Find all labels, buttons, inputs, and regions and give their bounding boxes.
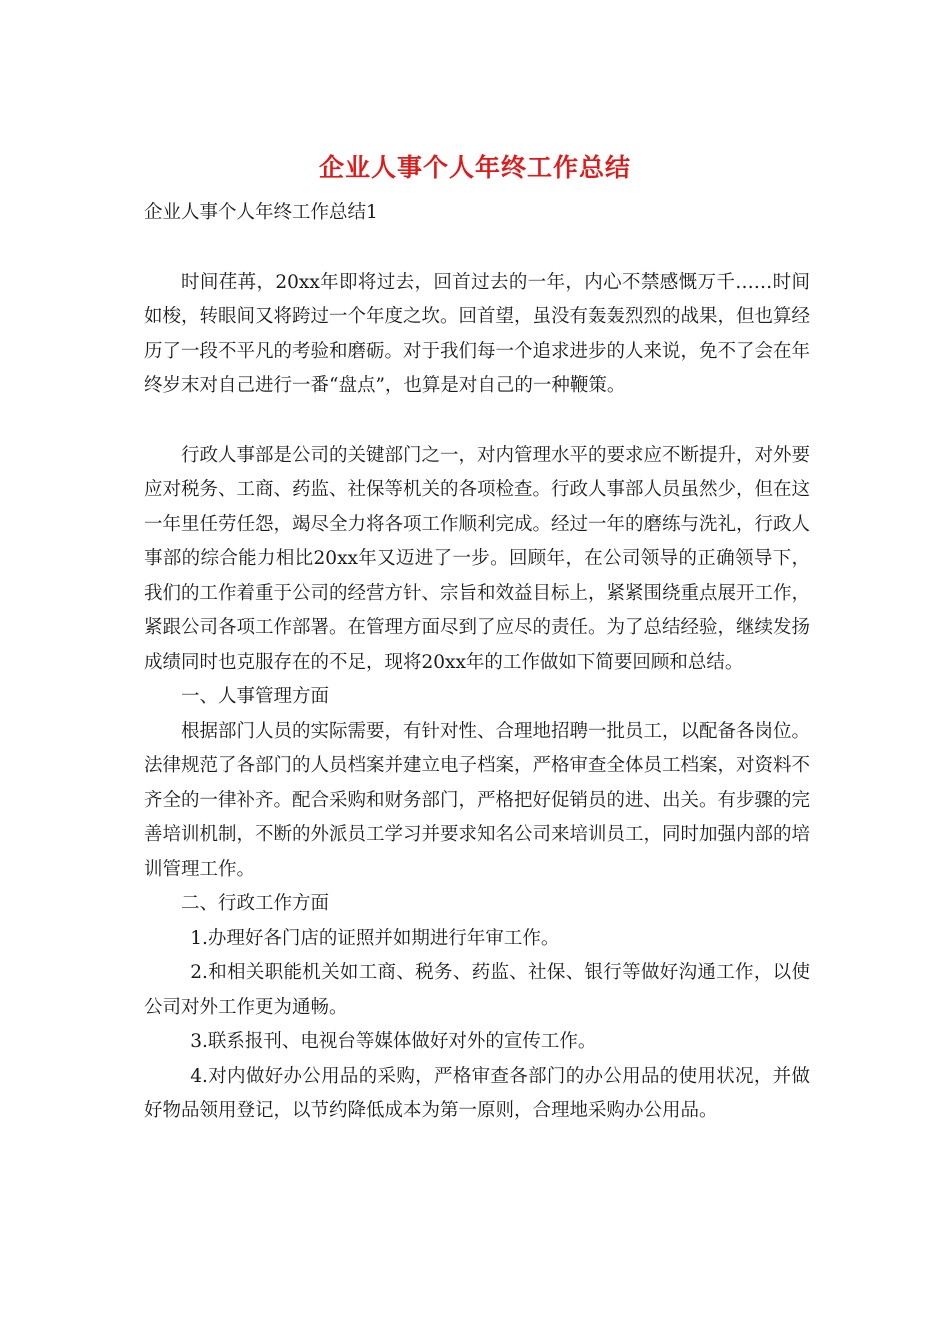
paragraph-intro: 时间荏苒，20xx年即将过去，回首过去的一年，内心不禁感慨万千……时间如梭，转眼间又将跨过一个年度之坎。回首望，虽没有轰轰烈烈的战果，但也算经历了一段不平凡的考验和磨砺。对于我们每一个追求进步的人来说，免不了会在年终岁末对自己进行一番“盘点”，也算是对自己的一种鞭策。 <box>144 271 811 396</box>
paragraph-department: 行政人事部是公司的关键部门之一，对内管理水平的要求应不断提升，对外要应对税务、工商、药监、社保等机关的各项检查。行政人事部人员虽然少，但在这一年里任劳任怨，竭尽全力将各项工作顺利完成。经过一年的磨练与洗礼，行政人事部的综合能力相比20xx年又迈进了一步。回顾年，在公司领导的正确领导下，我们的工作着重于公司的经营方针、宗旨和效益目标上，紧紧围绕重点展开工作，紧跟公司各项工作部署。在管理方面尽到了应尽的责任。为了总结经验，继续发扬成绩同时也克服存在的不足，现将20xx年的工作做如下简要回顾和总结。 <box>144 444 811 673</box>
paragraph-personnel: 根据部门人员的实际需要，有针对性、合理地招聘一批员工，以配备各岗位。法律规范了各部门的人员档案并建立电子档案，严格审查全体员工档案，对资料不齐全的一律补齐。配合采购和财务部门，严格把好促销员的进、出关。有步骤的完善培训机制，不断的外派员工学习并要求知名公司来培训员工，同时加强内部的培训管理工作。 <box>144 720 811 880</box>
section-heading-personnel: 一、人事管理方面 <box>181 686 330 707</box>
list-item: 2.和相关职能机关如工商、税务、药监、社保、银行等做好沟通工作，以使公司对外工作更为通畅。 <box>144 962 810 1018</box>
document-body <box>144 196 810 1129</box>
list-item: 4.对内做好办公用品的采购，严格审查各部门的办公用品的使用状况，并做好物品领用登记，以节约降低成本为第一原则，合理地采购办公用品。 <box>144 1065 810 1121</box>
section-heading-administration: 二、行政工作方面 <box>181 893 330 914</box>
list-item: 1.办理好各门店的证照并如期进行年审工作。 <box>190 927 560 949</box>
paragraph-spacer <box>144 404 810 439</box>
document-subtitle: 企业人事个人年终工作总结1 <box>144 202 378 223</box>
document-title: 企业人事个人年终工作总结 <box>318 153 631 182</box>
list-item: 3.联系报刊、电视台等媒体做好对外的宣传工作。 <box>190 1031 597 1052</box>
